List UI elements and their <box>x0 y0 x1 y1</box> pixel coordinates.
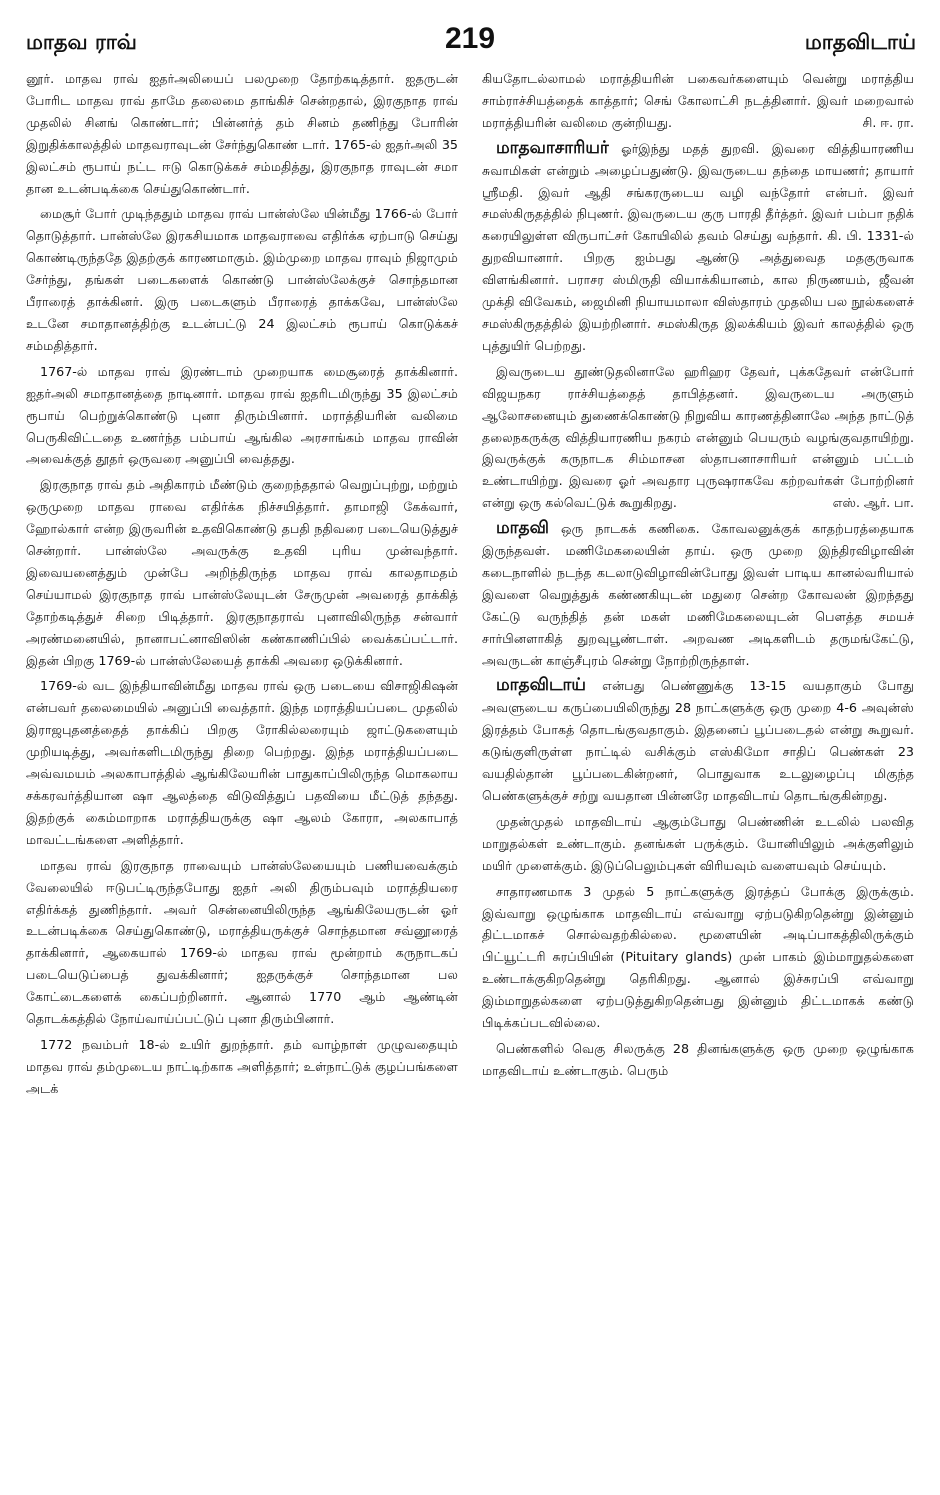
paragraph: னூர். மாதவ ராவ் ஐதர்அலியைப் பலமுறை தோற்கடித்தார். ஐதருடன் போரிட மாதவ ராவ் தாமே தலைமை தாங்கிச் சென்றதால், இரகுநாத ராவ் முதலில் சினங் கொண்டார்; பின்னர்த் தம் சினம் தணிந்து போரின் இறுதிக்காலத்தில் மாதவராவுடன் சேர்ந்துகொண் டார். 1765-ல் ஐதர்அலி 35 இலட்சம் ரூபாய் நட்ட ஈடு கொடுக்கச் சம்மதித்து, இரகுநாத ராவுடன் சமா தான உடன்படிக்கை செய்துகொண்டார். <box>26 71 458 196</box>
paragraph: 1769-ல் வட இந்தியாவின்மீது மாதவ ராவ் ஒரு படையை விசாஜிகிஷன் என்பவர் தலைமையில் அனுப்பி வைத்தார். இந்த மராத்தியப்படை முதலில் இராஜபுதனத்தைத் தாக்கிப் பிறகு ரோகில்லரையும் ஜாட்டுகளையும் முறியடித்து, அவர்களிடமிருந்து திறை பெற்றது. இந்த மராத்தியப்படை அவ்வமயம் அலகாபாத்தில் ஆங்கிலேயரின் பாதுகாப்பிலிருந்த மொகலாய சக்கரவர்த்தியான ஷா ஆலத்தை விடுவித்துப் பதவியை மீட்டுத் தந்தது. இதற்குக் கைம்மாறாக மராத்தியருக்கு ஷா ஆலம் கோரா, அலகாபாத் மாவட்டங்களை அளித்தார். <box>26 678 458 847</box>
left-column <box>26 68 458 1488</box>
right-column <box>482 68 914 1488</box>
paragraph: இரகுநாத ராவ் தம் அதிகாரம் மீண்டும் குறைந்ததால் வெறுப்புற்று, மற்றும் ஒருமுறை மாதவ ராவை எதிர்க்க நிச்சயித்தார். தாமாஜி கேக்வார், ஹோல்கார் என்ற இருவரின் உதவிகொண்டு தபதி நதிவரை படையெடுத்துச் சென்றார். பான்ஸ்லே அவருக்கு உதவி புரிய முன்வந்தார். இவையனைத்தும் முன்பே அறிந்திருந்த மாதவ ராவ் காலதாமதம் செய்யாமல் இரகுநாத ராவ் பான்ஸ்லேயுடன் சேருமுன் அவரைத் தாக்கித் தோற்கடித்துச் சிறை பிடித்தார். இரகுநாதராவ் புனாவிலிருந்த சன்வார் அரண்மனையில், நானாபட்னாவிஸின் கண்காணிப்பில் வைக்கப்பட்டார். இதன் பிறகு 1769-ல் பான்ஸ்லேயைத் தாக்கி அவரை ஒடுக்கினார். <box>26 477 458 668</box>
entry-text: ஓர்இந்து மதத் துறவி. இவரை வித்தியாரணிய சுவாமிகள் என்றும் அழைப்பதுண்டு. இவருடைய தந்தை மாயணர்; தாயார் ஸ்ரீமதி. இவர் ஆதி சங்கரருடைய வழி வந்தோர் என்பர். இவர் சமஸ்கிருதத்தில் நிபுணர். இவருடைய குரு பாரதி தீர்த்தர். இவர் பம்பா நதிக் கரையிலுள்ள விருபாட்சர் கோயிலில் தவம் செய்து வந்தார். கி. பி. 1331-ல் துறவியானார். பிறகு ஐம்பது ஆண்டு அத்துவைத மதகுருவாக விளங்கினார். பராசர ஸ்மிருதி வியாக்கியானம், கால நிருணயம், ஜீவன் முக்தி விவேகம், ஜைமினி நியாயமாலா விஸ்தாரம் முதலிய பல நூல்களைச் சமஸ்கிருதத்தில் இயற்றினார். சமஸ்கிருத இலக்கியம் இவர் காலத்தில் ஒரு புத்துயிர் பெற்றது. <box>482 140 914 353</box>
author-initials: எஸ். ஆர். பா. <box>832 495 914 511</box>
paragraph <box>482 68 914 134</box>
paragraph-text: இவருடைய தூண்டுதலினாலே ஹரிஹர தேவர், புக்கதேவர் என்போர் விஜயநகர ராச்சியத்தைத் தாபித்தனர். இவருடைய அருளும் ஆலோசனையும் துணைக்கொண்டு நிறுவிய காரணத்தினாலே அந்த நாட்டுத் தலைநகருக்கு வித்தியாரணிய நகரம் என்னும் பெயரும் வழங்குவதாயிற்று. இவருக்குக் கருநாடக சிம்மாசன ஸ்தாபனாசாரியர் என்னும் பட்டம் உண்டாயிற்று. இவரை ஓர் அவதார புருஷராகவே கற்றவர்கள் போற்றினர் என்று ஒரு கல்வெட்டுக் கூறுகிறது. <box>482 363 914 511</box>
paragraph: முதன்முதல் மாதவிடாய் ஆகும்போது பெண்ணின் உடலில் பலவித மாறுதல்கள் உண்டாகும். தனங்கள் பருக்கும். யோனியிலும் அக்குளிலும் மயிர் முளைக்கும். இடுப்பெலும்புகள் விரியவும் வளையவும் செய்யும். <box>482 813 914 873</box>
entry-headword: மாதவாசாரியர் <box>496 137 609 158</box>
entry-mathavidai <box>482 675 914 806</box>
paragraph: மாதவ ராவ் இரகுநாத ராவையும் பான்ஸ்லேயையும் பணியவைக்கும் வேலையில் ஈடுபட்டிருந்தபோது ஐதர் அலி திரும்பவும் மராத்தியரை எதிர்க்கத் துணிந்தார். அவர் சென்னையிலிருந்த ஆங்கிலேயருடன் ஓர் உடன்படிக்கை செய்துகொண்டு, மராத்தியருக்குச் சொந்தமான சவ்னூரைத் தாக்கினார், ஆகையால் 1769-ல் மாதவ ராவ் மூன்றாம் கருநாடகப் படையெடுப்பைத் துவக்கினார்; ஐதருக்குச் சொந்தமான பல கோட்டைகளைக் கைப்பற்றினார். ஆனால் 1770 ஆம் ஆண்டின் தொடக்கத்தில் நோய்வாய்ப்பட்டுப் புனா திரும்பினார். <box>26 857 458 1027</box>
running-head-left: மாதவ ராவ் <box>26 30 137 54</box>
page-header <box>14 14 926 56</box>
paragraph: 1772 நவம்பர் 18-ல் உயிர் துறந்தார். தம் வாழ்நாள் முழுவதையும் மாதவ ராவ் தம்முடைய நாட்டிற்காக அளித்தார்; உள்நாட்டுக் குழப்பங்களை அடக் <box>26 1036 458 1096</box>
entry-headword: மாதவி <box>496 518 549 539</box>
paragraph: பெண்களில் வெகு சிலருக்கு 28 தினங்களுக்கு ஒரு முறை ஒழுங்காக மாதவிடாய் உண்டாகும். பெரும் <box>482 1040 914 1078</box>
paragraph: 1767-ல் மாதவ ராவ் இரண்டாம் முறையாக மைசூரைத் தாக்கினார். ஐதர்அலி சமாதானத்தை நாடினார். மாதவ ராவ் ஐதரிடமிருந்து 35 இலட்சம் ரூபாய் பெற்றுக்கொண்டு புனா திரும்பினார். மராத்தியரின் வலிமை பெருகிவிட்டதை உணர்ந்த பம்பாய் ஆங்கில அரசாங்கம் மாதவ ராவின் அவைக்குத் தூதர் ஒருவரை அனுப்பி வைத்தது. <box>26 363 458 467</box>
page-number: 219 <box>444 22 496 55</box>
entry-matavacariyar <box>482 138 914 357</box>
text-columns <box>26 68 914 1488</box>
paragraph: சாதாரணமாக 3 முதல் 5 நாட்களுக்கு இரத்தப் போக்கு இருக்கும். இவ்வாறு ஒழுங்காக மாதவிடாய் எவ்வாறு ஏற்படுகிறதென்று இன்னும் திட்டமாகச் சொல்வதற்கில்லை. மூளையின் அடிப்பாகத்திலிருக்கும் பிட்யூட்டரி சுரப்பியின் (Pituitary glands) முன் பாகம் இம்மாறுதல்களை உண்டாக்குகிறதென்று தெரிகிறது. ஆனால் இச்சுரப்பி எவ்வாறு இம்மாறுதல்களை ஏற்படுத்துகிறதென்பது இன்னும் திட்டமாகக் கண்டு பிடிக்கப்படவில்லை. <box>482 883 914 1031</box>
entry-text: என்பது பெண்ணுக்கு 13-15 வயதாகும் போது அவளுடைய கருப்பையிலிருந்து 28 நாட்களுக்கு ஒரு முறை 4-6 அவுன்ஸ் இரத்தம் போகத் தொடங்குவதாகும். இதனைப் பூப்படைதல் என்று கூறுவர். கடுங்குளிருள்ள நாட்டில் வசிக்கும் எஸ்கிமோ சாதிப் பெண்கள் 23 வயதில்தான் பூப்படைகின்றனர், பொதுவாக உடலுழைப்பு மிகுந்த பெண்களுக்குச் சற்று வயதான பின்னரே மாதவிடாய் தொடங்குகின்றது. <box>482 678 914 803</box>
paragraph-text: கியதோடல்லாமல் மராத்தியரின் பகைவர்களையும் வென்று மராத்திய சாம்ராச்சியத்தைக் காத்தார்; செங் கோலாட்சி நடத்தினார். இவர் மறைவால் மராத்தியரின் வலிமை குன்றியது. <box>482 71 914 130</box>
entry-text: ஒரு நாடகக் கணிகை. கோவலனுக்குக் காதற்பரத்தையாக இருந்தவள். மணிமேகலையின் தாய். ஒரு முறை இந்திரவிழாவின் கடைநாளில் நடந்த கடலாடுவிழாவின்போது இவள் பாடிய கானல்வரியால் இவளை வெறுத்துக் கண்ணகியுடன் மதுரை சென்ற கோவலன் இறந்தது கேட்டு வருந்தித் தன் மகள் மணிமேகலையுடன் பௌத்த சமயச் சார்பினளாகித் துறவுபூண்டாள். அறவண அடிகளிடம் தருமங்கேட்டு, அவருடன் காஞ்சீபுரம் சென்று நோற்றிருந்தாள். <box>482 521 914 668</box>
entry-headword: மாதவிடாய் <box>496 675 586 696</box>
paragraph <box>482 361 914 514</box>
entry-mathavi <box>482 518 914 671</box>
paragraph: மைசூர் போர் முடிந்ததும் மாதவ ராவ் பான்ஸ்லே யின்மீது 1766-ல் போர் தொடுத்தார். பான்ஸ்லே இரகசியமாக மாதவராவை எதிர்க்க ஏற்பாடு செய்து கொண்டிருந்ததே இதற்குக் காரணமாகும். இம்முறை மாதவ ராவும் நிஜாமும் சேர்ந்து, தங்கள் படைகளைக் கொண்டு பான்ஸ்லேக்குச் சொந்தமான பீராரைத் தாக்கினர். இரு படைகளும் பீராரைத் தாக்கவே, பான்ஸ்லே உடனே சமாதானத்திற்கு உடன்பட்டு 24 இலட்சம் ரூபாய் கொடுக்கச் சம்மதித்தார். <box>26 206 458 353</box>
running-head-right: மாதவிடாய் <box>804 30 916 54</box>
author-initials: சி. ஈ. ரா. <box>862 114 914 130</box>
